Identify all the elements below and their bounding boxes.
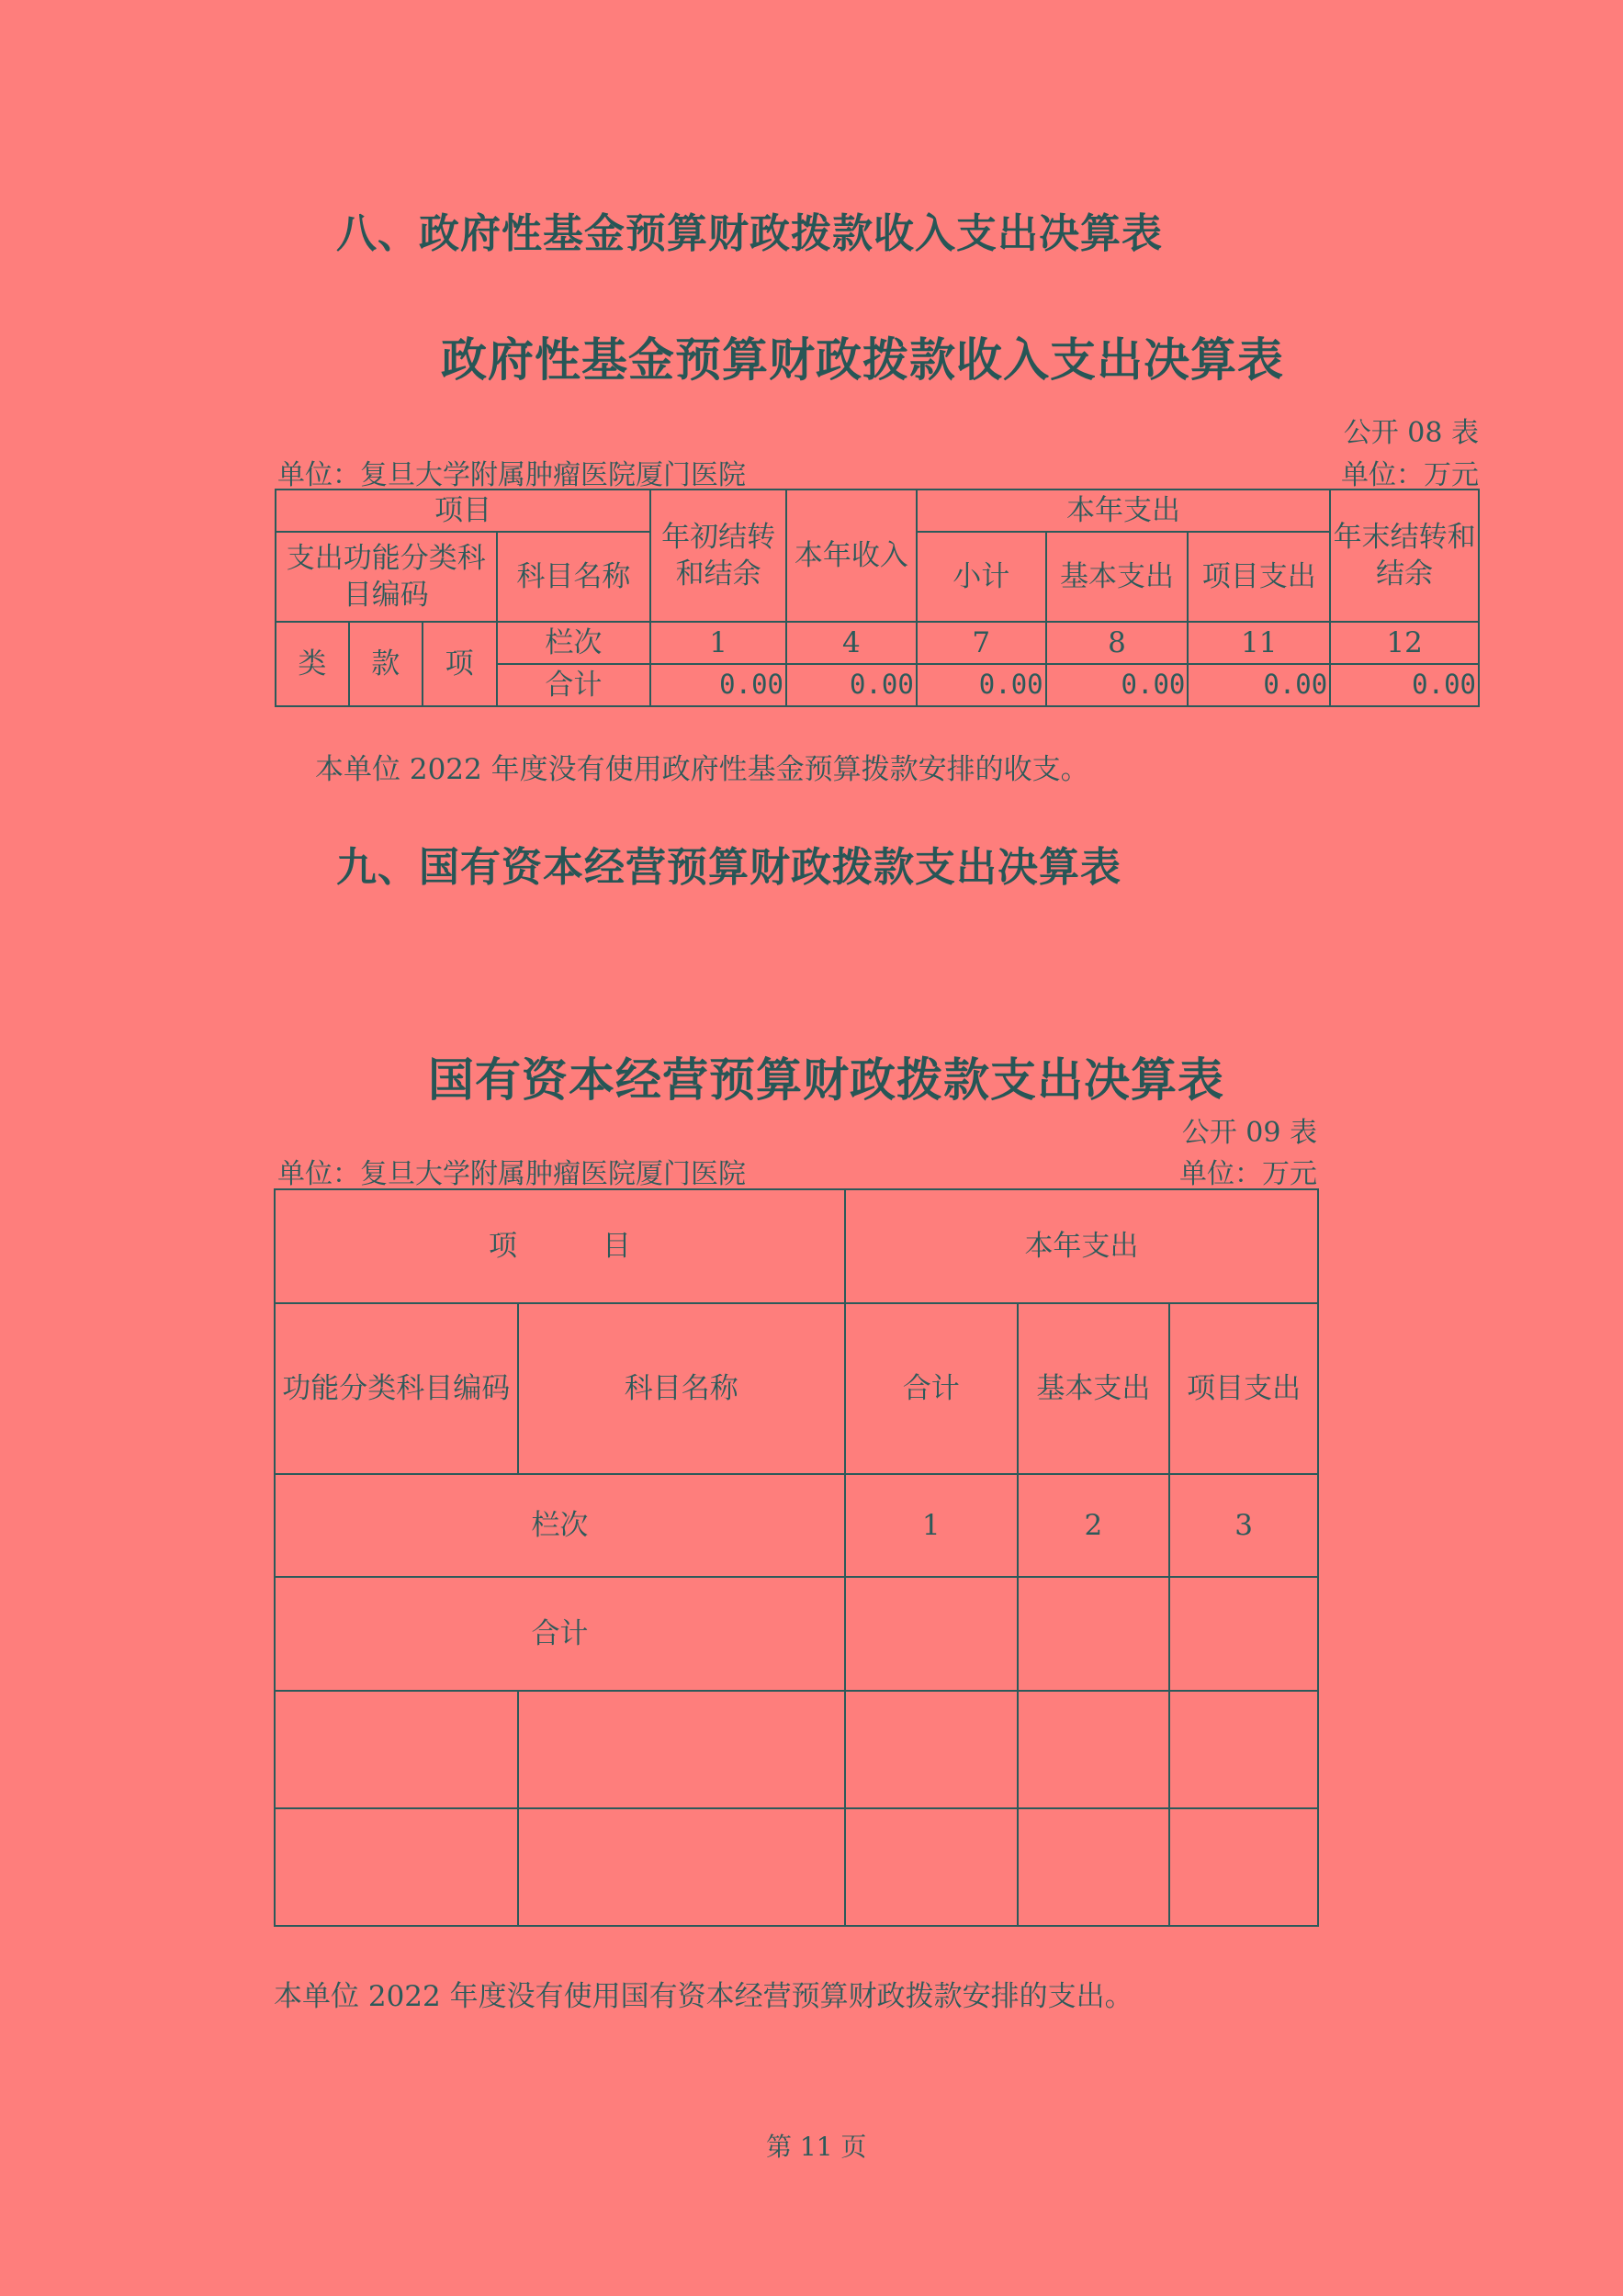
total-cell: 0.00 <box>1330 664 1479 706</box>
lanci-cell: 8 <box>1046 622 1189 664</box>
header-project: 项目支出 <box>1169 1303 1318 1474</box>
header-subtotal: 小计 <box>917 532 1046 622</box>
lanci-cell: 12 <box>1330 622 1479 664</box>
header-basic: 基本支出 <box>1018 1303 1170 1474</box>
section8-note: 本单位 2022 年度没有使用政府性基金预算拨款安排的收支。 <box>315 753 1089 786</box>
section9-heading: 九、国有资本经营预算财政拨款支出决算表 <box>336 844 1121 891</box>
empty-cell <box>518 1808 845 1926</box>
empty-cell <box>1018 1691 1170 1808</box>
empty-cell <box>845 1808 1018 1926</box>
table9-title: 国有资本经营预算财政拨款支出决算表 <box>428 1052 1224 1107</box>
header-income: 本年收入 <box>786 490 917 622</box>
form-number-08: 公开 08 表 <box>1343 417 1479 449</box>
lanci-cell: 11 <box>1188 622 1330 664</box>
lanci-cell: 3 <box>1169 1474 1318 1577</box>
empty-cell <box>845 1691 1018 1808</box>
empty-cell <box>1169 1808 1318 1926</box>
header-project: 项目支出 <box>1188 532 1330 622</box>
total-cell: 0.00 <box>1046 664 1189 706</box>
lanci-cell: 7 <box>917 622 1046 664</box>
header-item: 项 目 <box>275 1189 845 1303</box>
lanci-cell: 1 <box>650 622 786 664</box>
table8-title: 政府性基金预算财政拨款收入支出决算表 <box>441 332 1284 387</box>
lanci-label: 栏次 <box>275 1474 845 1577</box>
header-basic: 基本支出 <box>1046 532 1189 622</box>
lanci-cell: 1 <box>845 1474 1018 1577</box>
section9-note: 本单位 2022 年度没有使用国有资本经营预算财政拨款安排的支出。 <box>274 1980 1133 2013</box>
header-kuan: 款 <box>349 622 423 706</box>
section8-heading: 八、政府性基金预算财政拨款收入支出决算表 <box>336 210 1163 257</box>
header-xiang: 项 <box>423 622 497 706</box>
table9 <box>274 1188 1319 1927</box>
total-cell: 0.00 <box>786 664 917 706</box>
header-end-balance: 年末结转和结余 <box>1330 490 1479 622</box>
header-total: 合计 <box>845 1303 1018 1474</box>
total-cell <box>1018 1577 1170 1691</box>
table8 <box>275 489 1480 707</box>
header-func-code: 功能分类科目编码 <box>275 1303 518 1474</box>
header-subject-name: 科目名称 <box>497 532 651 622</box>
total-cell <box>1169 1577 1318 1691</box>
total-cell: 0.00 <box>650 664 786 706</box>
unit-currency-8: 单位：万元 <box>1341 459 1479 491</box>
form-number-09: 公开 09 表 <box>1181 1117 1317 1149</box>
total-label: 合计 <box>275 1577 845 1691</box>
lanci-cell: 2 <box>1018 1474 1170 1577</box>
lanci-cell: 4 <box>786 622 917 664</box>
header-func-code: 支出功能分类科目编码 <box>276 532 497 622</box>
header-expense: 本年支出 <box>917 490 1330 532</box>
header-expense: 本年支出 <box>845 1189 1318 1303</box>
unit-org-9: 单位：复旦大学附属肿瘤医院厦门医院 <box>277 1158 746 1190</box>
empty-cell <box>275 1808 518 1926</box>
unit-currency-9: 单位：万元 <box>1179 1158 1317 1190</box>
page-number: 第 11 页 <box>766 2132 867 2162</box>
total-cell: 0.00 <box>1188 664 1330 706</box>
header-lei: 类 <box>276 622 349 706</box>
empty-cell <box>1018 1808 1170 1926</box>
lanci-label: 栏次 <box>497 622 651 664</box>
total-label: 合计 <box>497 664 651 706</box>
total-cell <box>845 1577 1018 1691</box>
empty-cell <box>518 1691 845 1808</box>
empty-cell <box>275 1691 518 1808</box>
header-subject-name: 科目名称 <box>518 1303 845 1474</box>
empty-cell <box>1169 1691 1318 1808</box>
header-item: 项目 <box>276 490 650 532</box>
total-cell: 0.00 <box>917 664 1046 706</box>
unit-org-8: 单位：复旦大学附属肿瘤医院厦门医院 <box>277 459 746 491</box>
header-begin-balance: 年初结转和结余 <box>650 490 786 622</box>
